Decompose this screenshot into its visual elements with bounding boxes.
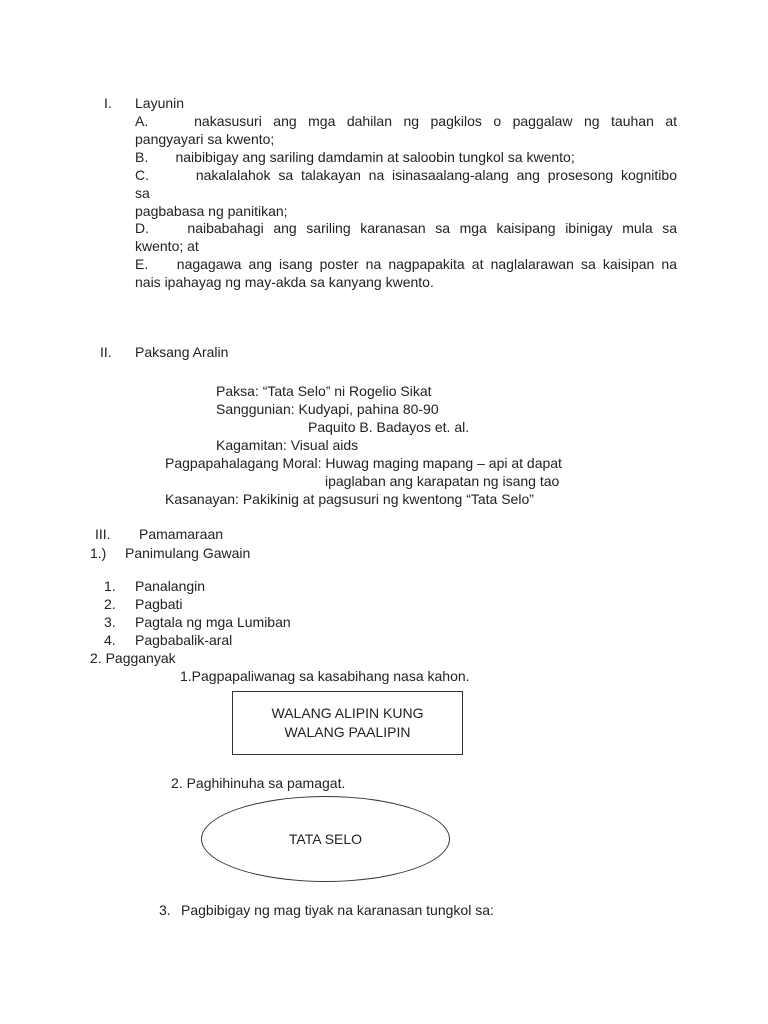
list-item: Pagbabalik-aral <box>135 632 233 648</box>
objective-c <box>135 166 677 220</box>
paksa-line: Paksa: “Tata Selo” ni Rogelio Sikat <box>216 383 432 399</box>
saying-box <box>232 691 463 755</box>
kasanayan-line: Kasanayan: Pakikinig at pagsusuri ng kwentong “Tata Selo” <box>165 491 534 507</box>
list-item-number: 2. <box>104 596 116 612</box>
saying-line-1: WALANG ALIPIN KUNG <box>271 705 424 721</box>
section-3-numeral: III. <box>95 526 111 542</box>
objective-b-text: naibibigay ang sariling damdamin at saloobin tungkol sa kwento; <box>175 149 575 165</box>
list-item: Panalangin <box>135 578 206 594</box>
title-oval <box>201 796 450 882</box>
sub-2-title: 2. Pagganyak <box>90 650 176 666</box>
sub-1-label: 1.) <box>90 545 107 561</box>
section-2-title: Paksang Aralin <box>135 344 229 360</box>
objective-a <box>135 112 677 148</box>
section-3-title: Pamamaraan <box>139 526 224 542</box>
list-item: Pagbati <box>135 596 183 612</box>
objective-b-letter: B. <box>135 149 149 165</box>
objective-c-line3: pagbabasa ng panitikan; <box>135 203 288 219</box>
objective-e-line2: nais ipahayag ng may-akda sa kanyang kwento. <box>135 274 434 290</box>
objective-e-line1: E. nagagawa ang isang poster na nagpapakita at naglalarawan sa kaisipan na <box>135 256 678 272</box>
objective-d <box>135 219 677 255</box>
objective-a-line1: A. nakasusuri ang mga dahilan ng pagkilos o paggalaw ng tauhan at <box>135 113 678 129</box>
authors-line: Paquito B. Badayos et. al. <box>308 419 470 435</box>
section-2-numeral: II. <box>100 344 112 360</box>
step-3-number: 3. <box>159 902 171 918</box>
objective-e <box>135 255 677 291</box>
objective-c-letter: C. <box>135 167 149 183</box>
step-3-text: Pagbibigay ng mag tiyak na karanasan tungkol sa: <box>181 902 494 918</box>
objective-a-letter: A. <box>135 113 149 129</box>
moral-line-1: Pagpapahalagang Moral: Huwag maging mapang – api at dapat <box>165 455 562 471</box>
step-1-text: 1.Pagpapaliwanag sa kasabihang nasa kahon. <box>180 668 470 684</box>
moral-line-2: ipaglaban ang karapatan ng isang tao <box>325 473 560 489</box>
sub-1-title: Panimulang Gawain <box>125 545 251 561</box>
list-item: Pagtala ng mga Lumiban <box>135 614 291 630</box>
list-item-number: 4. <box>104 632 116 648</box>
objective-c-line1: C. nakalalahok sa talakayan na isinasaalang-alang ang prosesong kognitibo <box>135 167 677 183</box>
objective-c-line2: sa <box>135 185 150 201</box>
objective-d-line2: kwento; at <box>135 238 199 254</box>
step-2-text: 2. Paghihinuha sa pamagat. <box>171 775 346 791</box>
saying-line-2: WALANG PAALIPIN <box>284 724 411 740</box>
objective-e-letter: E. <box>135 256 149 272</box>
objective-b <box>135 148 677 166</box>
objective-d-line1: D. naibabahagi ang sariling karanasan sa mga kaisipang ibinigay mula sa <box>135 220 678 236</box>
list-item-number: 1. <box>104 578 116 594</box>
list-item-number: 3. <box>104 614 116 630</box>
section-1-title: Layunin <box>135 95 185 111</box>
sanggunian-line: Sanggunian: Kudyapi, pahina 80-90 <box>216 401 439 417</box>
objective-a-line2: pangyayari sa kwento; <box>135 131 275 147</box>
section-1-numeral: I. <box>104 95 112 111</box>
kagamitan-line: Kagamitan: Visual aids <box>216 437 359 453</box>
objective-d-letter: D. <box>135 220 149 236</box>
oval-title-text: TATA SELO <box>288 831 363 847</box>
